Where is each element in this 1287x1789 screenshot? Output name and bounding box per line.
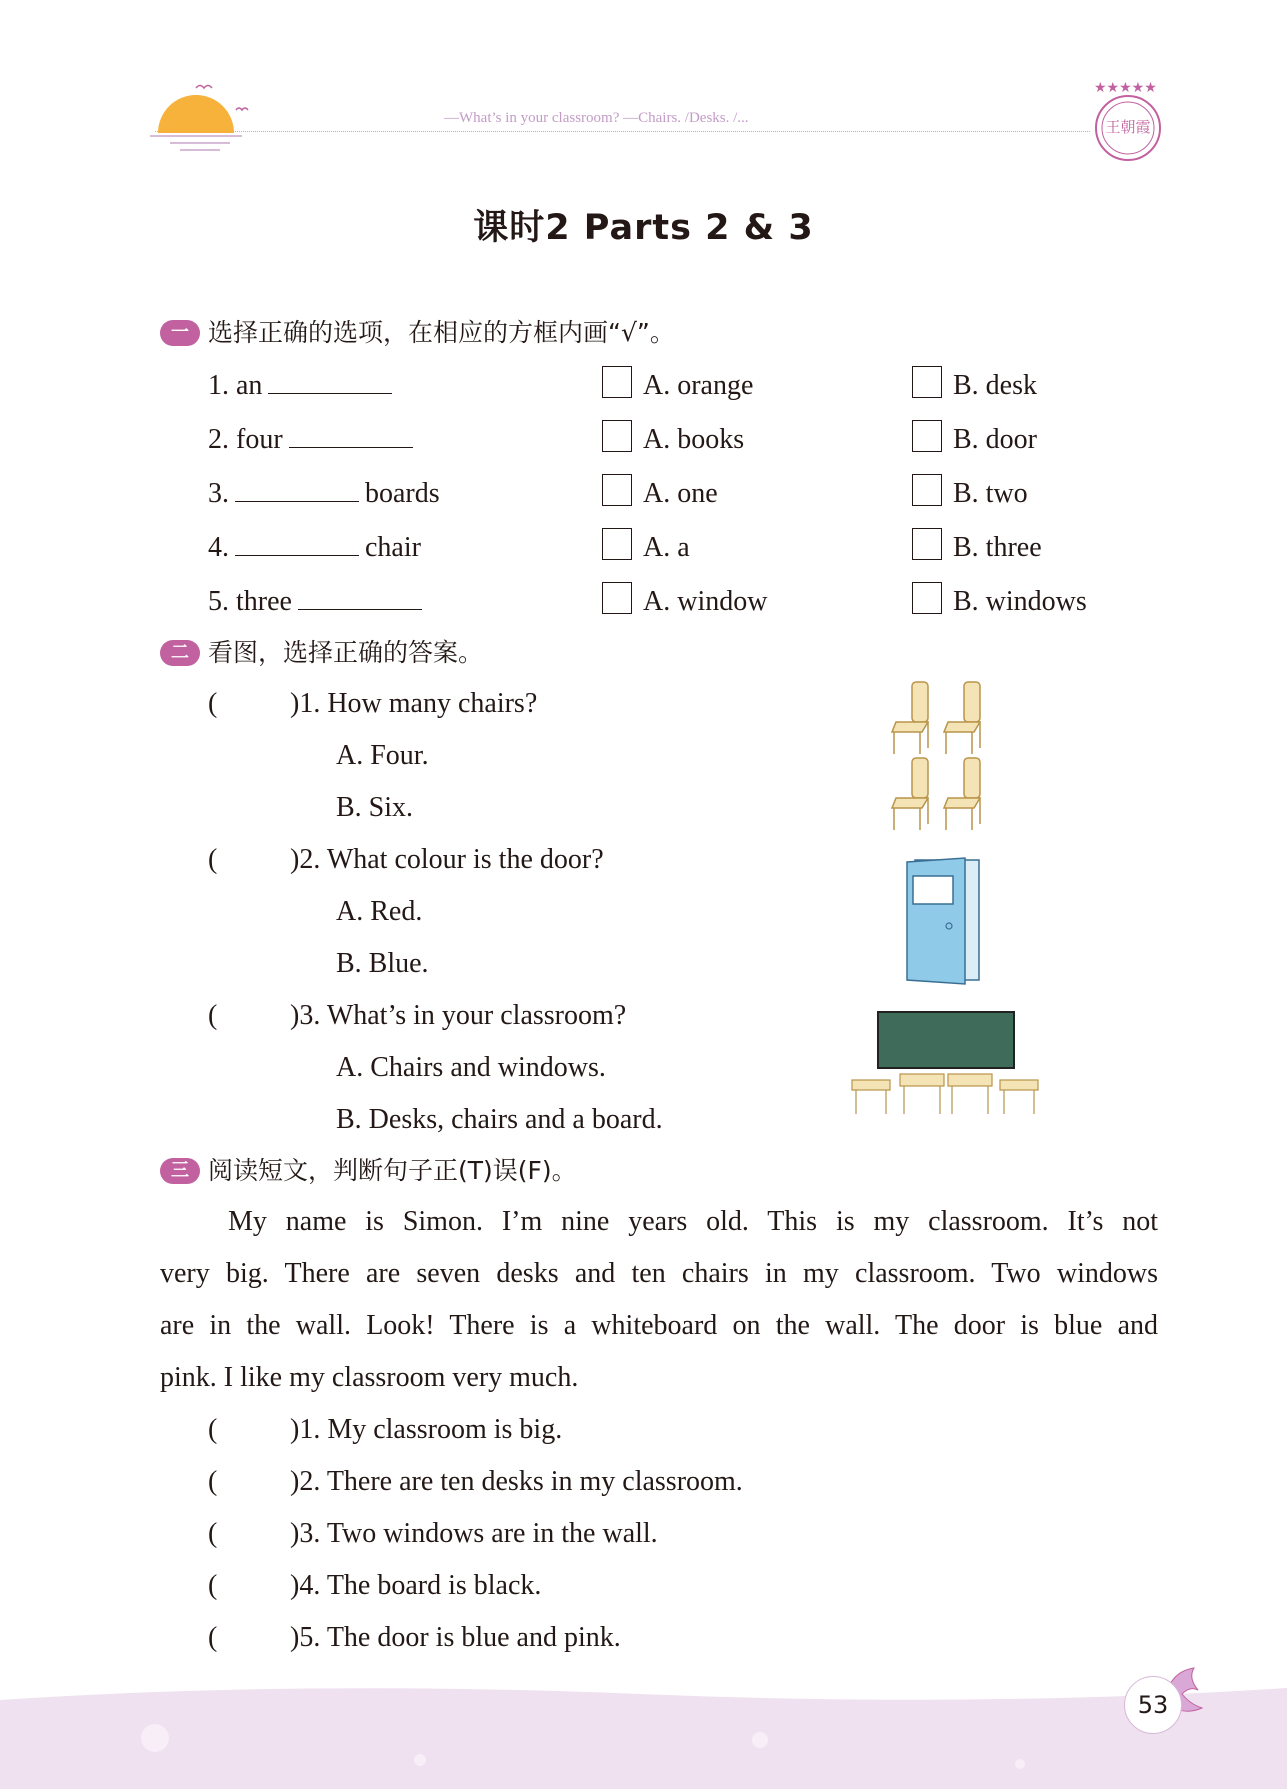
s2-q2-option-a: A. Red.	[336, 896, 423, 927]
answer-paren-open: (	[208, 844, 218, 875]
option-checkbox[interactable]	[912, 420, 942, 452]
section-1-title: 选择正确的选项，在相应的方框内画“√”。	[208, 318, 675, 347]
answer-paren-open: (	[208, 688, 218, 719]
chair-icon	[944, 682, 980, 754]
page-number: 53	[1137, 1691, 1169, 1719]
statement-2: )2. There are ten desks in my classroom.	[290, 1466, 743, 1497]
chair-icon	[892, 758, 928, 830]
answer-blank	[268, 371, 392, 394]
s2-q2-question: )2. What colour is the door?	[290, 844, 604, 875]
option-checkbox[interactable]	[602, 366, 632, 398]
chair-icon	[892, 682, 928, 754]
s1-q1-option-b: B. desk	[953, 370, 1037, 401]
s1-q1-option-a: A. orange	[643, 370, 754, 401]
s2-q1-option-a: A. Four.	[336, 740, 429, 771]
s2-q3-option-b: B. Desks, chairs and a board.	[336, 1104, 663, 1135]
svg-text:★★★★★: ★★★★★	[1094, 80, 1157, 96]
option-checkbox[interactable]	[602, 420, 632, 452]
section-2-badge: 二	[160, 640, 200, 666]
header-dotted-line	[155, 131, 1090, 132]
s1-q4-option-a: A. a	[643, 532, 690, 563]
section-2-title: 看图，选择正确的答案。	[208, 638, 484, 667]
s2-q3-option-a: A. Chairs and windows.	[336, 1052, 606, 1083]
answer-paren-open: (	[208, 1466, 218, 1497]
s1-q3-number: 3.	[208, 478, 229, 509]
s1-q3-option-a: A. one	[643, 478, 718, 509]
answer-blank	[289, 425, 413, 448]
page-number-circle	[1124, 1676, 1182, 1734]
sun-icon	[150, 78, 250, 154]
statement-3: )3. Two windows are in the wall.	[290, 1518, 658, 1549]
s1-q2-option-b: B. door	[953, 424, 1037, 455]
s1-q2-prompt: 2. four	[208, 424, 283, 455]
answer-blank	[235, 479, 359, 502]
section-1-badge: 一	[160, 320, 200, 346]
page-title: 课时2 Parts 2 & 3	[473, 208, 814, 248]
four-chairs-illustration	[890, 678, 1006, 834]
s1-q2-option-a: A. books	[643, 424, 745, 455]
s1-q3-option-b: B. two	[953, 478, 1028, 509]
running-title: —What’s in your classroom? —Chairs. /Desks. /...	[444, 110, 749, 126]
s2-q3-question: )3. What’s in your classroom?	[290, 1000, 627, 1031]
answer-paren-open: (	[208, 1414, 218, 1445]
section-3-title: 阅读短文，判断句子正(T)误(F)。	[208, 1156, 577, 1185]
passage-line-1: My name is Simon. I’m nine years old. This is my classroom. It’s not	[228, 1206, 1158, 1237]
option-checkbox[interactable]	[602, 582, 632, 614]
passage-line-4: pink. I like my classroom very much.	[160, 1362, 579, 1393]
s1-q5-prompt: 5. three	[208, 586, 292, 617]
s1-q3-word: boards	[365, 478, 440, 509]
answer-paren-open: (	[208, 1570, 218, 1601]
answer-blank	[235, 533, 359, 556]
classroom-board-illustration	[848, 1010, 1044, 1116]
s1-q4-option-b: B. three	[953, 532, 1042, 563]
passage-line-2: very big. There are seven desks and ten chairs in my classroom. Two windows	[160, 1258, 1158, 1289]
statement-5: )5. The door is blue and pink.	[290, 1622, 621, 1653]
footer-wave-band	[0, 1680, 1287, 1789]
option-checkbox[interactable]	[602, 474, 632, 506]
answer-paren-open: (	[208, 1622, 218, 1653]
s1-q5-option-a: A. window	[643, 586, 768, 617]
chair-icon	[944, 758, 980, 830]
section-3-badge: 三	[160, 1158, 200, 1184]
option-checkbox[interactable]	[912, 528, 942, 560]
logo-text: 王朝霞	[1105, 118, 1151, 136]
s1-q4-word: chair	[365, 532, 421, 563]
option-checkbox[interactable]	[912, 474, 942, 506]
blue-door-illustration	[905, 856, 987, 986]
answer-paren-open: (	[208, 1000, 218, 1031]
statement-4: )4. The board is black.	[290, 1570, 542, 1601]
s2-q1-question: )1. How many chairs?	[290, 688, 538, 719]
s2-q1-option-b: B. Six.	[336, 792, 414, 823]
s1-q4-number: 4.	[208, 532, 229, 563]
s2-q2-option-b: B. Blue.	[336, 948, 429, 979]
answer-paren-open: (	[208, 1518, 218, 1549]
statement-1: )1. My classroom is big.	[290, 1414, 563, 1445]
brand-logo	[1086, 78, 1168, 164]
option-checkbox[interactable]	[602, 528, 632, 560]
option-checkbox[interactable]	[912, 366, 942, 398]
option-checkbox[interactable]	[912, 582, 942, 614]
s1-q1-prompt: 1. an	[208, 370, 263, 401]
answer-blank	[298, 587, 422, 610]
passage-line-3: are in the wall. Look! There is a whiteboard on the wall. The door is blue and	[160, 1310, 1158, 1341]
s1-q5-option-b: B. windows	[953, 586, 1087, 617]
